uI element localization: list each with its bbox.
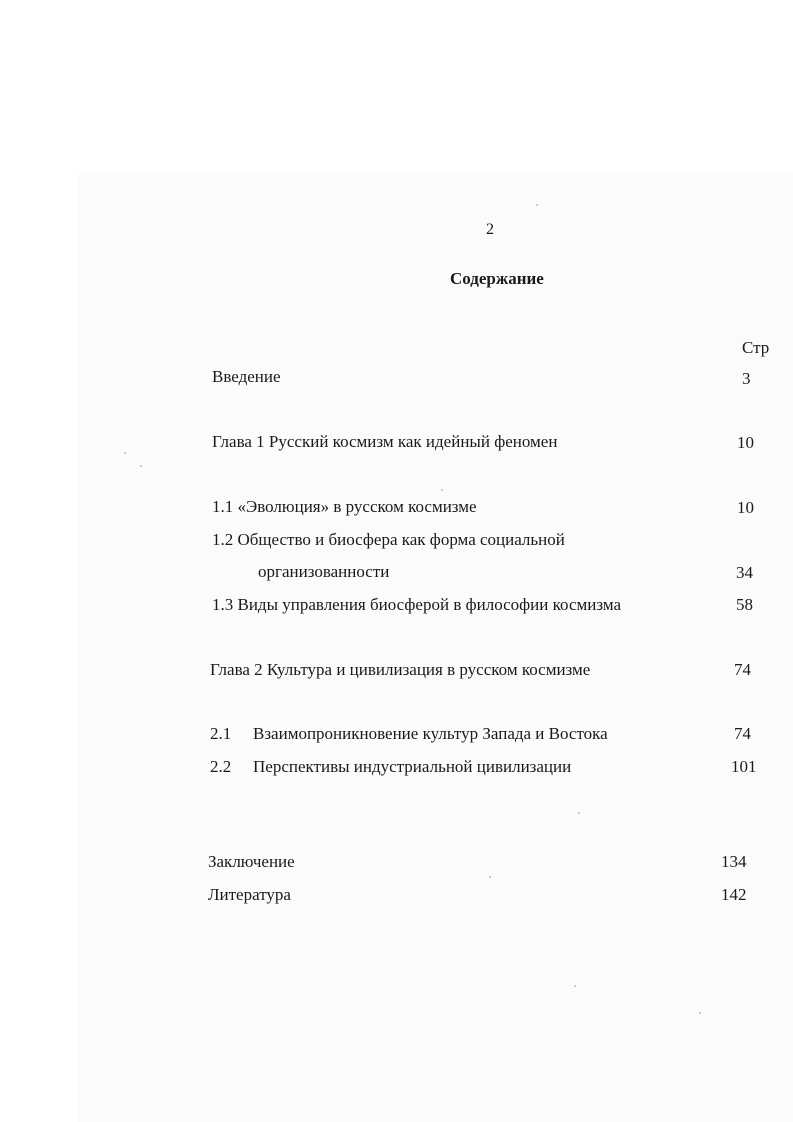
- toc-entry-section-1-2: 1.2 Общество и биосфера как форма социальной: [212, 530, 565, 549]
- toc-entry-section-2-1: [210, 724, 608, 744]
- scan-speck: [574, 985, 576, 987]
- scan-background: [78, 172, 793, 1122]
- scan-speck: [140, 465, 142, 467]
- toc-page-conclusion: 134: [721, 852, 747, 871]
- toc-entry-references: Литература: [208, 885, 291, 904]
- toc-entry-chapter-1: Глава 1 Русский космизм как идейный феномен: [212, 432, 558, 451]
- section-label: Перспективы индустриальной цивилизации: [253, 757, 572, 776]
- page-column-header: Стр: [742, 338, 770, 357]
- scan-speck: [124, 452, 126, 454]
- toc-page-chapter-1: 10: [737, 433, 754, 452]
- toc-page-references: 142: [721, 885, 747, 904]
- toc-page-section-1-3: 58: [736, 595, 753, 614]
- toc-page-section-1-2: 34: [736, 563, 753, 582]
- toc-entry-section-1-1: 1.1 «Эволюция» в русском космизме: [212, 497, 477, 516]
- toc-entry-introduction: Введение: [212, 367, 281, 386]
- scan-speck: [536, 204, 538, 206]
- scan-speck: [441, 489, 443, 491]
- toc-entry-section-1-3: 1.3 Виды управления биосферой в философии космизма: [212, 595, 622, 614]
- toc-page-chapter-2: 74: [734, 660, 751, 679]
- scan-speck: [699, 1012, 701, 1014]
- toc-entry-conclusion: Заключение: [208, 852, 295, 871]
- table-of-contents-title: Содержание: [450, 269, 544, 288]
- toc-entry-section-1-2-continued: организованности: [258, 562, 390, 581]
- section-label: Взаимопроникновение культур Запада и Востока: [253, 724, 608, 743]
- toc-entry-chapter-2: Глава 2 Культура и цивилизация в русском космизме: [210, 660, 591, 679]
- toc-page-introduction: 3: [742, 369, 751, 388]
- scan-speck: [489, 876, 491, 878]
- page-number: 2: [486, 221, 494, 238]
- toc-page-section-2-1: 74: [734, 724, 751, 743]
- toc-page-section-2-2: 101: [731, 757, 757, 776]
- toc-entry-section-2-2: [210, 757, 571, 777]
- toc-page-section-1-1: 10: [737, 498, 754, 517]
- scan-speck: [578, 812, 580, 814]
- section-number: 2.2: [210, 757, 232, 776]
- section-number: 2.1: [210, 724, 232, 743]
